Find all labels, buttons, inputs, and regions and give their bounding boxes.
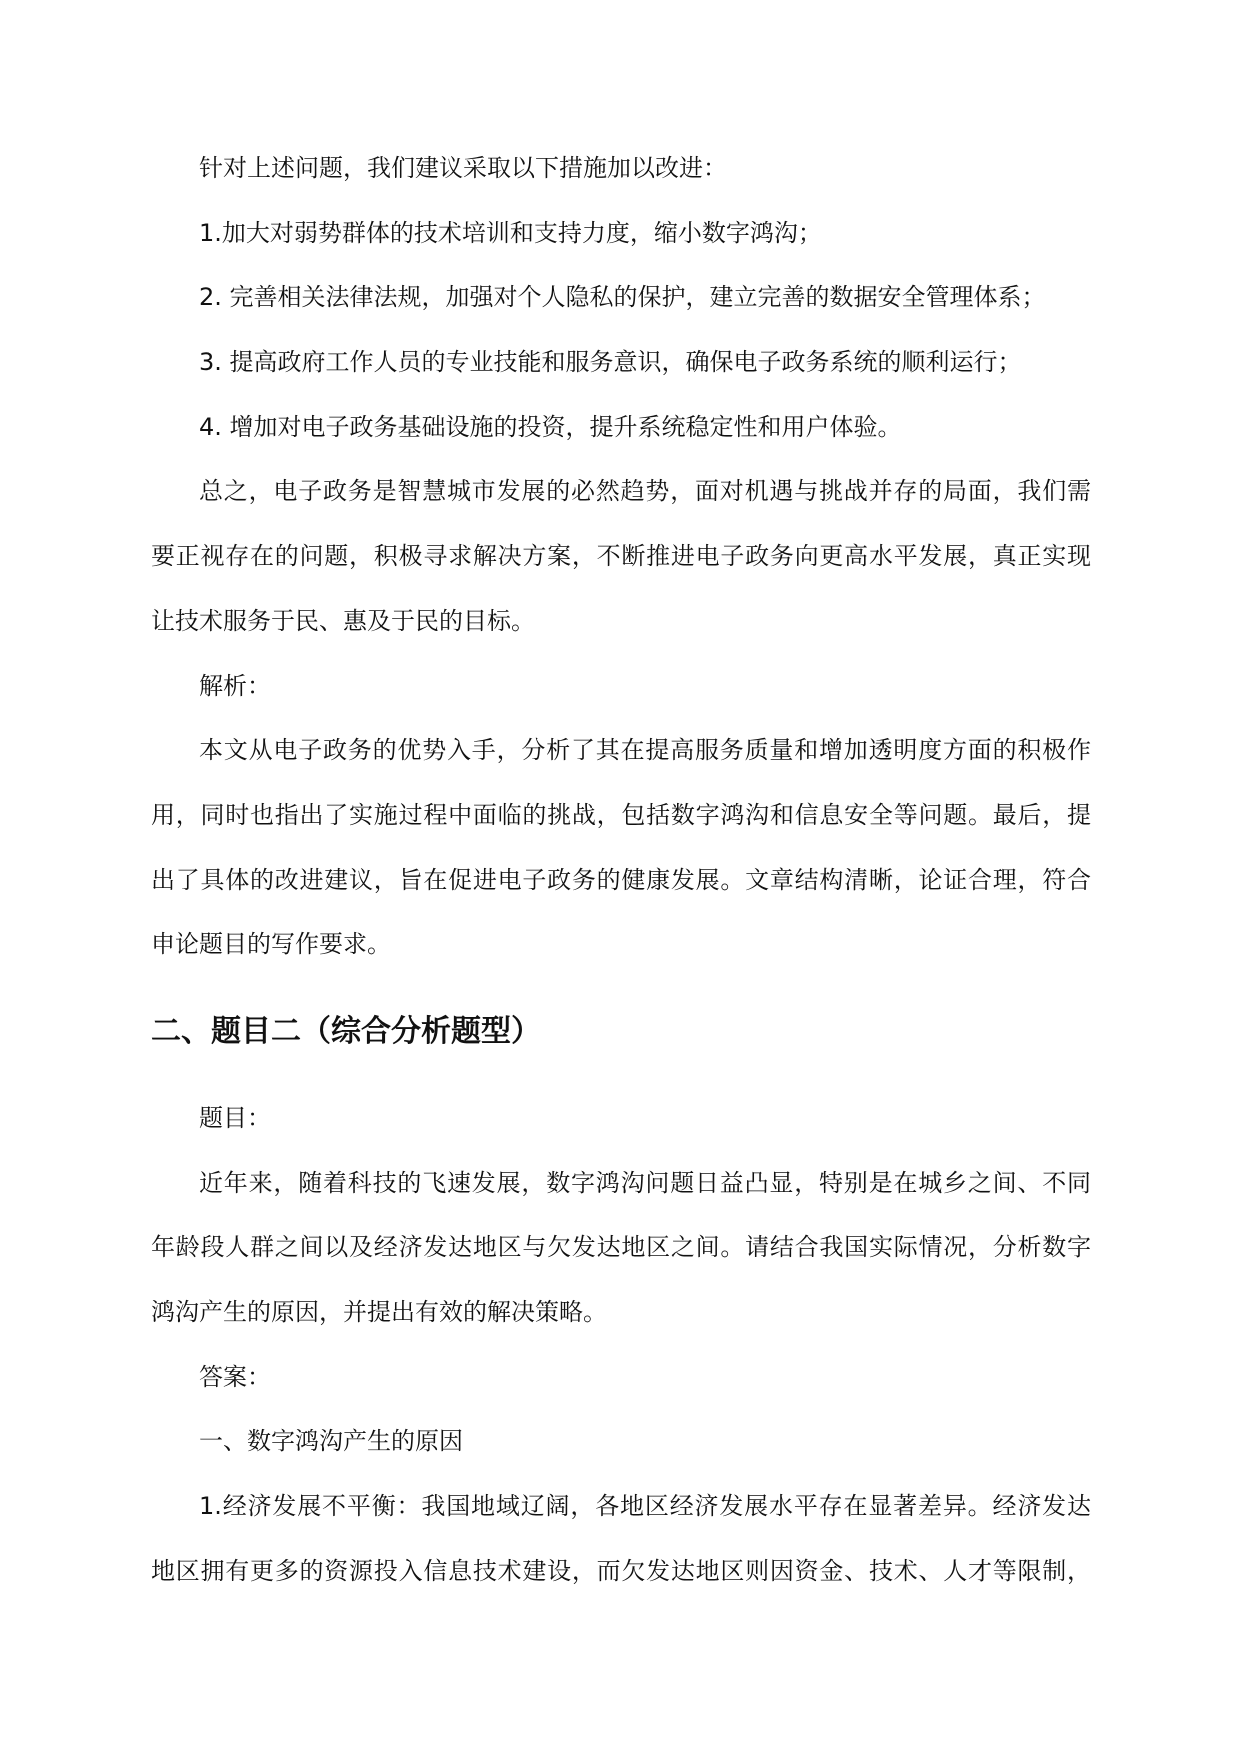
text-line: 出了具体的改进建议，旨在促进电子政务的健康发展。文章结构清晰，论证合理，符合 <box>151 865 1091 894</box>
paragraph <box>151 459 1091 653</box>
text-line: 1.经济发展不平衡：我国地域辽阔，各地区经济发展水平存在显著差异。经济发达 <box>199 1492 1091 1521</box>
text-line: 本文从电子政务的优势入手，分析了其在提高服务质量和增加透明度方面的积极作 <box>199 736 1091 765</box>
paragraph <box>151 1345 1091 1410</box>
text-line: 4. 增加对电子政务基础设施的投资，提升系统稳定性和用户体验。 <box>199 412 902 441</box>
section-heading: 二、题目二（综合分析题型） <box>151 1013 541 1049</box>
text-line: 3. 提高政府工作人员的专业技能和服务意识，确保电子政务系统的顺利运行； <box>199 348 1022 377</box>
text-line: 地区拥有更多的资源投入信息技术建设，而欠发达地区则因资金、技术、人才等限制， <box>151 1556 1091 1585</box>
paragraph <box>151 330 1091 395</box>
text-line: 一、数字鸿沟产生的原因 <box>199 1427 463 1456</box>
text-line: 申论题目的写作要求。 <box>151 930 391 959</box>
paragraph <box>151 136 1091 201</box>
text-line: 年龄段人群之间以及经济发达地区与欠发达地区之间。请结合我国实际情况，分析数字 <box>151 1233 1091 1262</box>
paragraph <box>151 718 1091 977</box>
text-line: 总之，电子政务是智慧城市发展的必然趋势，面对机遇与挑战并存的局面，我们需 <box>199 477 1091 506</box>
text-line: 要正视存在的问题，积极寻求解决方案，不断推进电子政务向更高水平发展，真正实现 <box>151 542 1091 571</box>
text-line: 2. 完善相关法律法规，加强对个人隐私的保护，建立完善的数据安全管理体系； <box>199 283 1046 312</box>
paragraph <box>151 1474 1091 1603</box>
text-line: 解析： <box>199 671 271 700</box>
paragraph <box>151 1086 1091 1151</box>
text-line: 用，同时也指出了实施过程中面临的挑战，包括数字鸿沟和信息安全等问题。最后，提 <box>151 800 1091 829</box>
text-line: 针对上述问题，我们建议采取以下措施加以改进： <box>199 154 727 182</box>
paragraph <box>151 265 1091 330</box>
text-line: 鸿沟产生的原因，并提出有效的解决策略。 <box>151 1298 607 1326</box>
paragraph <box>151 1151 1091 1345</box>
paragraph <box>151 1409 1091 1474</box>
paragraph <box>151 654 1091 719</box>
text-line: 题目： <box>199 1103 271 1132</box>
document-page <box>151 136 1091 1603</box>
text-line: 近年来，随着科技的飞速发展，数字鸿沟问题日益凸显，特别是在城乡之间、不同 <box>199 1168 1091 1197</box>
text-line: 让技术服务于民、惠及于民的目标。 <box>151 606 535 635</box>
text-line: 答案： <box>199 1362 271 1391</box>
paragraph <box>151 201 1091 266</box>
paragraph <box>151 395 1091 460</box>
text-line: 1.加大对弱势群体的技术培训和支持力度，缩小数字鸿沟； <box>199 218 822 247</box>
